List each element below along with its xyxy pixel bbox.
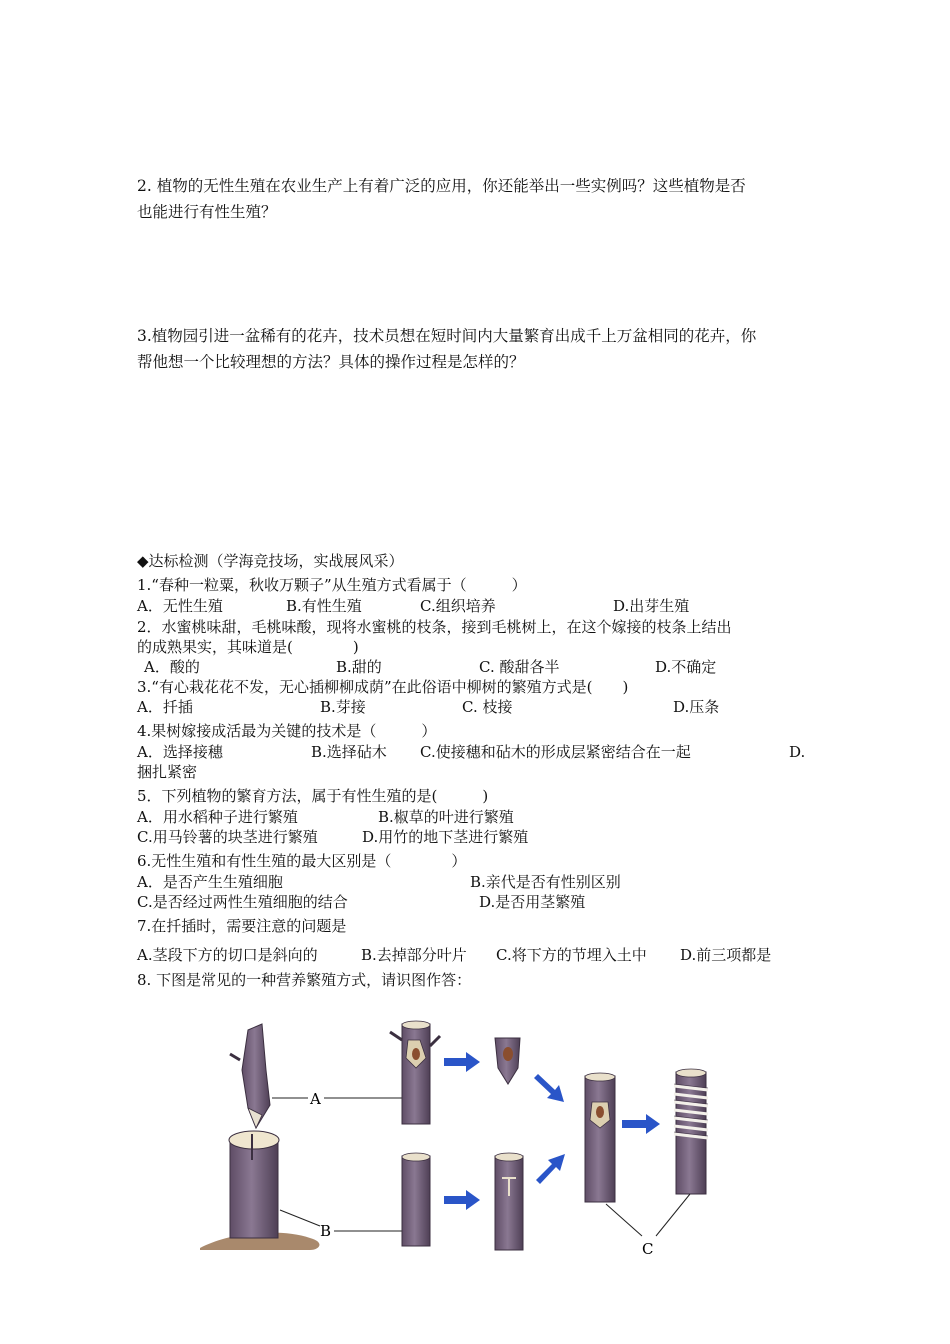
t2-option-d: D.不确定	[655, 658, 717, 676]
q3-line2: 帮他想一个比较理想的方法？具体的操作过程是怎样的？	[137, 353, 525, 371]
t6-stem: 6.无性生殖和有性生殖的最大区别是（ ）	[137, 852, 467, 870]
t1-option-b: B.有性生殖	[286, 597, 362, 615]
t5-option-c: C.用马铃薯的块茎进行繁殖	[137, 828, 318, 846]
q2-line2: 也能进行有性生殖？	[137, 203, 277, 221]
t2-option-a: A．酸的	[144, 658, 200, 676]
q2-line1: 2. 植物的无性生殖在农业生产上有着广泛的应用，你还能举出一些实例吗？这些植物是否	[137, 177, 746, 195]
stock-with-t-cut	[495, 1153, 523, 1250]
t5-option-a: A．用水稻种子进行繁殖	[137, 808, 298, 826]
t2-option-c: C. 酸甜各半	[479, 658, 560, 676]
t1-option-c: C.组织培养	[420, 597, 496, 615]
label-c-leader-left	[606, 1204, 642, 1236]
t6-option-b: B.亲代是否有性别区别	[470, 873, 621, 891]
t4-option-d: D.	[789, 743, 806, 761]
t3-option-d: D.压条	[673, 698, 720, 716]
bud-chip	[495, 1038, 520, 1084]
t6-option-c: C.是否经过两性生殖细胞的结合	[137, 893, 348, 911]
t2-stem-line1: 2．水蜜桃味甜，毛桃味酸，现将水蜜桃的枝条，接到毛桃树上，在这个嫁接的枝条上结出	[137, 618, 732, 636]
t3-option-a: A．扦插	[137, 698, 193, 716]
t6-option-d: D.是否用茎繁殖	[479, 893, 586, 911]
arrow-right-3	[622, 1114, 660, 1134]
grafting-figure	[190, 1010, 730, 1272]
arrow-right-2	[444, 1190, 480, 1210]
t4-stem: 4.果树嫁接成活最为关键的技术是（ ）	[137, 722, 437, 740]
section-title: ◆达标检测（学海竞技场，实战展风采）	[137, 552, 404, 570]
t5-option-b: B.椒草的叶进行繁殖	[378, 808, 514, 826]
t3-option-b: B.芽接	[320, 698, 366, 716]
t8-stem: 8. 下图是常见的一种营养繁殖方式，请识图作答：	[137, 971, 472, 989]
branch-with-bud	[390, 1021, 440, 1124]
bound-graft	[674, 1069, 708, 1194]
scion-twig	[230, 1024, 270, 1128]
t3-option-c: C. 枝接	[462, 698, 513, 716]
t5-stem: 5．下列植物的繁育方法，属于有性生殖的是( )	[137, 787, 489, 805]
label-c: C	[642, 1240, 654, 1258]
t1-option-d: D.出芽生殖	[613, 597, 690, 615]
t7-option-a: A.茎段下方的切口是斜向的	[137, 946, 318, 964]
t4-option-a: A．选择接穗	[137, 743, 223, 761]
grafted-stock	[585, 1073, 615, 1202]
t7-option-d: D.前三项都是	[680, 946, 772, 964]
label-b-leader-left	[280, 1210, 320, 1226]
t7-stem: 7.在扦插时，需要注意的问题是	[137, 917, 347, 935]
q3-line1: 3.植物园引进一盆稀有的花卉，技术员想在短时间内大量繁育出成千上万盆相同的花卉，你	[137, 327, 757, 345]
t4-option-d-continued: 捆扎紧密	[137, 763, 198, 781]
t4-option-c: C.使接穗和砧木的形成层紧密结合在一起	[420, 743, 691, 761]
t4-option-b: B.选择砧木	[311, 743, 387, 761]
t6-option-a: A．是否产生生殖细胞	[137, 873, 283, 891]
t5-option-d: D.用竹的地下茎进行繁殖	[362, 828, 529, 846]
t1-stem: 1.“春种一粒粟，秋收万颗子”从生殖方式看属于（ ）	[137, 576, 527, 594]
label-a: A	[310, 1090, 321, 1108]
t1-option-a: A．无性生殖	[137, 597, 223, 615]
t7-option-c: C.将下方的节埋入土中	[496, 946, 647, 964]
stock-uncut	[402, 1153, 430, 1246]
arrow-down-right	[534, 1074, 564, 1102]
t7-option-b: B.去掉部分叶片	[361, 946, 467, 964]
label-b: B	[320, 1222, 332, 1240]
t2-stem-line2: 的成熟果实，其味道是( )	[137, 638, 359, 656]
arrow-right-1	[444, 1052, 480, 1072]
t2-option-b: B.甜的	[336, 658, 382, 676]
arrow-up-right	[536, 1154, 565, 1184]
rootstock-stump	[200, 1131, 319, 1250]
t3-stem: 3.“有心栽花花不发，无心插柳柳成荫”在此俗语中柳树的繁殖方式是( )	[137, 678, 629, 696]
label-c-leader-right	[656, 1194, 690, 1236]
